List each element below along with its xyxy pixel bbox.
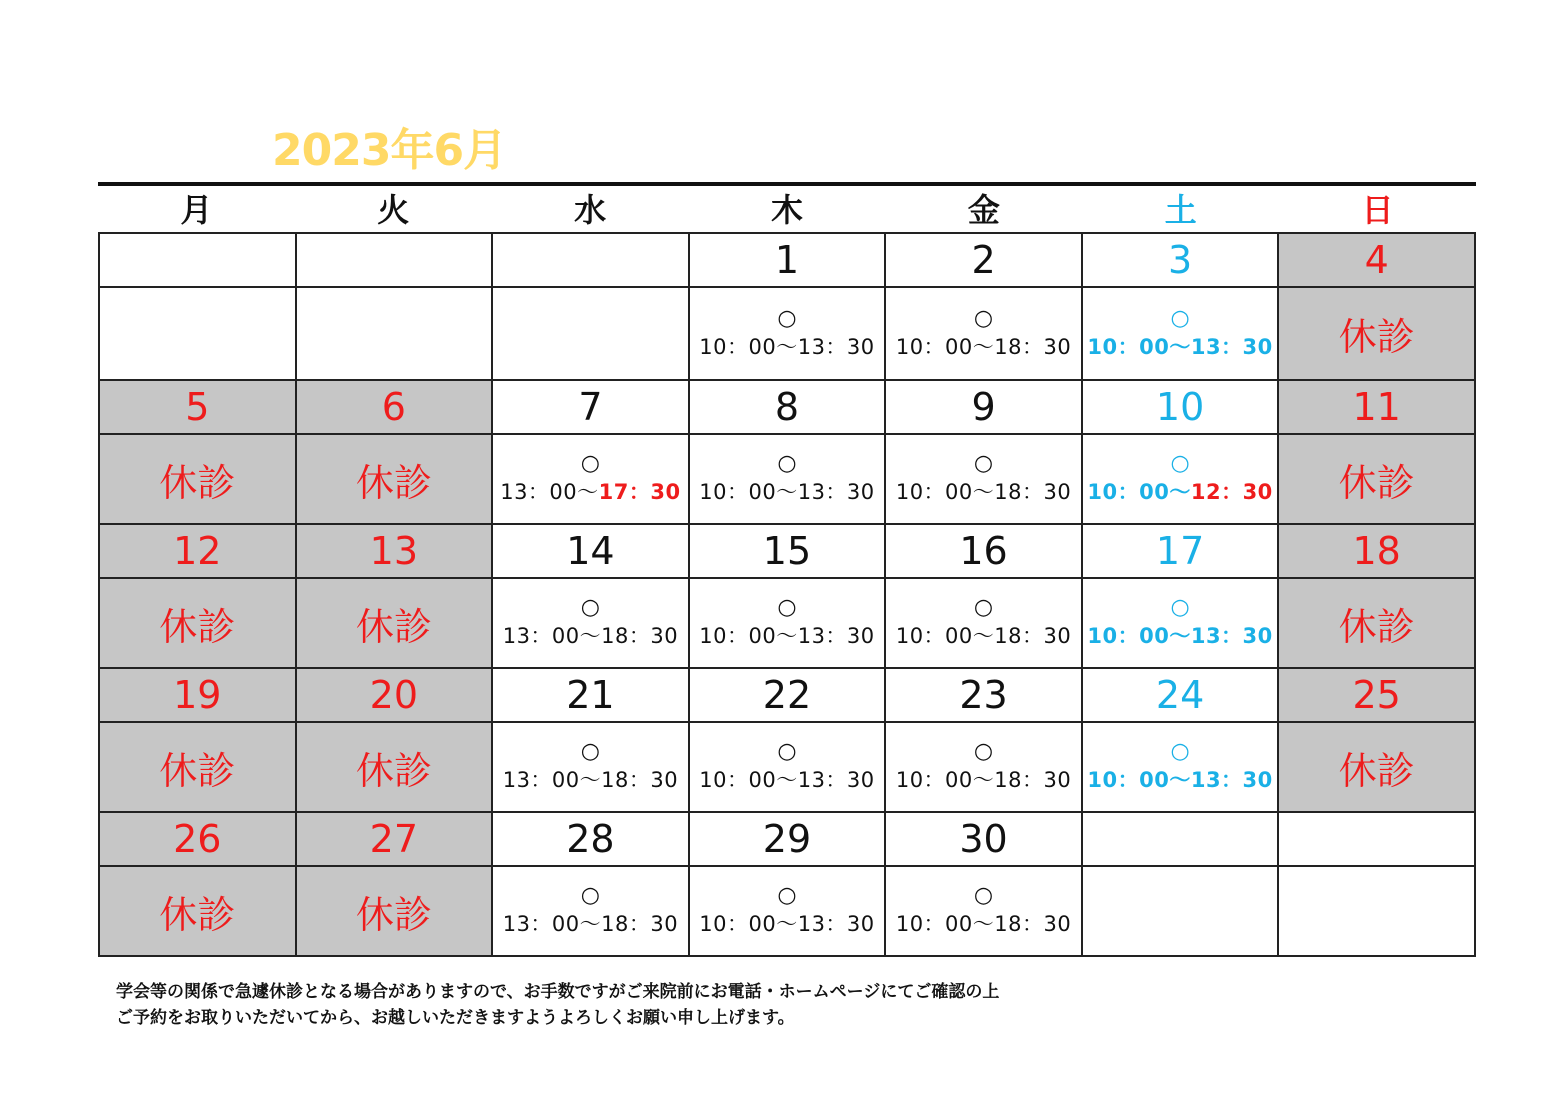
business-hours: 10：00～13：30 (1087, 768, 1273, 792)
date-cell (296, 812, 493, 866)
business-hours: 13：00～18：30 (502, 912, 679, 936)
weekday-thu: 木 (771, 191, 804, 229)
date-cell (492, 668, 689, 722)
date-cell (885, 668, 1082, 722)
date-number: 7 (578, 385, 603, 429)
week-hours-row (99, 722, 1475, 812)
date-cell (689, 524, 886, 578)
open-mark-icon: ○ (777, 739, 797, 764)
open-mark-icon: ○ (580, 883, 600, 908)
week-hours-row (99, 434, 1475, 524)
notice-text (116, 979, 999, 1031)
business-hours: 10：00～13：30 (1087, 624, 1273, 648)
closed-label: 休診 (355, 892, 432, 937)
hours-cell (1082, 287, 1279, 380)
open-mark-icon: ○ (777, 883, 797, 908)
date-cell (296, 668, 493, 722)
hours-start: 10：00～ (1087, 480, 1191, 504)
week-hours-row (99, 578, 1475, 668)
date-number: 22 (762, 673, 812, 717)
date-cell (689, 812, 886, 866)
hours-cell (1082, 578, 1279, 668)
closed-label: 休診 (159, 748, 236, 793)
closed-cell (99, 578, 296, 668)
open-mark-icon: ○ (777, 305, 797, 331)
closed-label: 休診 (159, 460, 236, 505)
business-hours: 13：00～18：30 (502, 624, 679, 648)
calendar-title: 2023年6月 (272, 125, 507, 176)
notice-line-2: ご予約をお取りいただいてから、お越しいただきますようよろしくお願い申し上げます。 (116, 1008, 795, 1028)
date-number: 29 (762, 817, 812, 861)
hours-cell (689, 287, 886, 380)
hours-cell (885, 578, 1082, 668)
closed-label: 休診 (1338, 315, 1415, 359)
business-hours: 10：00～18：30 (895, 334, 1072, 359)
date-cell (689, 668, 886, 722)
date-number: 8 (774, 385, 800, 429)
date-cell (1082, 524, 1279, 578)
closed-cell (99, 866, 296, 956)
business-hours: 10：00～13：30 (699, 334, 875, 359)
open-mark-icon: ○ (1170, 305, 1190, 331)
date-cell (296, 524, 493, 578)
open-mark-icon: ○ (1170, 451, 1190, 476)
open-mark-icon: ○ (1170, 739, 1190, 764)
week-date-row (99, 812, 1475, 866)
empty-cell (1082, 866, 1279, 956)
date-cell (492, 233, 689, 287)
date-number: 6 (381, 385, 406, 429)
date-cell (1082, 233, 1279, 287)
hours-cell (885, 866, 1082, 956)
hours-cell (885, 287, 1082, 380)
date-cell (492, 812, 689, 866)
week-date-row (99, 668, 1475, 722)
weekday-sun: 日 (1361, 191, 1394, 229)
hours-cell (492, 866, 689, 956)
weekday-tue: 火 (377, 191, 410, 229)
closed-label: 休診 (1338, 604, 1415, 649)
empty-cell (296, 287, 493, 380)
date-cell (99, 812, 296, 866)
closed-cell (296, 866, 493, 956)
date-cell (296, 233, 493, 287)
business-hours: 10：00～13：30 (699, 768, 875, 792)
date-cell (1278, 668, 1475, 722)
business-hours (1083, 477, 1278, 507)
date-number: 27 (369, 817, 419, 861)
hours-cell (1082, 434, 1279, 524)
date-cell (689, 380, 886, 434)
open-mark-icon: ○ (580, 739, 600, 764)
open-mark-icon: ○ (580, 595, 600, 620)
hours-end-changed: 17：30 (598, 480, 681, 504)
date-number: 17 (1155, 529, 1205, 573)
business-hours: 10：00～13：30 (699, 624, 875, 648)
closed-cell (296, 578, 493, 668)
closed-cell (1278, 434, 1475, 524)
date-number: 12 (173, 529, 222, 573)
hours-cell (689, 578, 886, 668)
date-number: 10 (1155, 385, 1205, 429)
date-number: 28 (566, 817, 615, 861)
open-mark-icon: ○ (973, 595, 994, 620)
closed-cell (99, 434, 296, 524)
closed-label: 休診 (355, 748, 432, 793)
date-number: 25 (1352, 673, 1401, 717)
date-number: 30 (959, 817, 1008, 861)
open-mark-icon: ○ (777, 451, 797, 476)
date-cell (99, 380, 296, 434)
empty-cell (99, 287, 296, 380)
closed-label: 休診 (159, 604, 236, 649)
business-hours: 10：00～13：30 (699, 912, 875, 936)
week-date-row (99, 233, 1475, 287)
hours-cell (1082, 722, 1279, 812)
date-cell (1082, 812, 1279, 866)
week-hours-row (99, 866, 1475, 956)
hours-cell (689, 434, 886, 524)
date-cell (1278, 233, 1475, 287)
date-cell (492, 380, 689, 434)
empty-cell (1278, 866, 1475, 956)
notice-line-1: 学会等の関係で急遽休診となる場合がありますので、お手数ですがご来院前にお電話・ホームページにてご確認の上 (116, 982, 1000, 1002)
business-hours: 10：00～18：30 (895, 768, 1072, 792)
date-number: 3 (1168, 238, 1193, 282)
business-hours: 10：00～18：30 (895, 912, 1072, 936)
open-mark-icon: ○ (580, 451, 600, 476)
date-cell (492, 524, 689, 578)
date-number: 23 (959, 673, 1008, 717)
date-number: 26 (173, 817, 222, 861)
closed-label: 休診 (1338, 460, 1415, 505)
weekday-wed: 水 (574, 191, 607, 229)
date-number: 20 (369, 673, 419, 717)
date-cell (885, 524, 1082, 578)
closed-label: 休診 (355, 460, 432, 505)
week-hours-row (99, 287, 1475, 380)
closed-cell (1278, 578, 1475, 668)
date-number: 1 (774, 238, 800, 282)
date-number: 2 (971, 238, 996, 282)
business-hours: 10：00～13：30 (699, 480, 875, 504)
calendar-grid (98, 232, 1476, 957)
closed-cell (1278, 722, 1475, 812)
business-hours: 10：00～18：30 (895, 624, 1072, 648)
date-number: 5 (185, 385, 210, 429)
date-cell (99, 668, 296, 722)
date-cell (1278, 524, 1475, 578)
date-cell (1082, 668, 1279, 722)
date-cell (689, 233, 886, 287)
weekday-sat: 土 (1164, 191, 1197, 229)
date-cell (296, 380, 493, 434)
date-cell (1082, 380, 1279, 434)
weekday-fri: 金 (967, 191, 1000, 229)
week-date-row (99, 380, 1475, 434)
hours-cell (885, 722, 1082, 812)
business-hours: 10：00～13：30 (1087, 334, 1273, 359)
hours-cell (492, 578, 689, 668)
date-number: 4 (1364, 238, 1389, 282)
open-mark-icon: ○ (973, 305, 994, 331)
closed-cell (99, 722, 296, 812)
date-number: 15 (762, 529, 812, 573)
date-number: 18 (1352, 529, 1401, 573)
closed-cell (296, 722, 493, 812)
date-number: 16 (959, 529, 1008, 573)
hours-end-changed: 12：30 (1190, 480, 1273, 504)
weekday-header (98, 186, 1476, 233)
hours-cell (885, 434, 1082, 524)
date-number: 19 (173, 673, 222, 717)
open-mark-icon: ○ (973, 883, 994, 908)
closed-cell (1278, 287, 1475, 380)
closed-label: 休診 (159, 892, 236, 937)
business-hours: 10：00～18：30 (895, 480, 1072, 504)
date-number: 13 (369, 529, 419, 573)
empty-cell (492, 287, 689, 380)
date-cell (99, 524, 296, 578)
closed-label: 休診 (1338, 748, 1415, 793)
hours-cell (689, 722, 886, 812)
hours-cell (492, 434, 689, 524)
open-mark-icon: ○ (777, 595, 797, 620)
date-number: 24 (1155, 673, 1205, 717)
date-cell (885, 380, 1082, 434)
date-cell (885, 812, 1082, 866)
open-mark-icon: ○ (973, 739, 994, 764)
business-hours (493, 477, 688, 507)
hours-start: 13：00～ (500, 480, 599, 504)
week-date-row (99, 524, 1475, 578)
business-hours: 13：00～18：30 (502, 768, 679, 792)
closed-cell (296, 434, 493, 524)
date-number: 14 (566, 529, 615, 573)
hours-cell (492, 722, 689, 812)
date-cell (1278, 380, 1475, 434)
date-number: 21 (566, 673, 615, 717)
date-number: 9 (971, 385, 996, 429)
date-cell (99, 233, 296, 287)
hours-cell (689, 866, 886, 956)
weekday-mon: 月 (180, 191, 213, 229)
closed-label: 休診 (355, 604, 432, 649)
open-mark-icon: ○ (1170, 595, 1190, 620)
date-cell (885, 233, 1082, 287)
date-number: 11 (1352, 385, 1401, 429)
open-mark-icon: ○ (973, 451, 994, 476)
date-cell (1278, 812, 1475, 866)
